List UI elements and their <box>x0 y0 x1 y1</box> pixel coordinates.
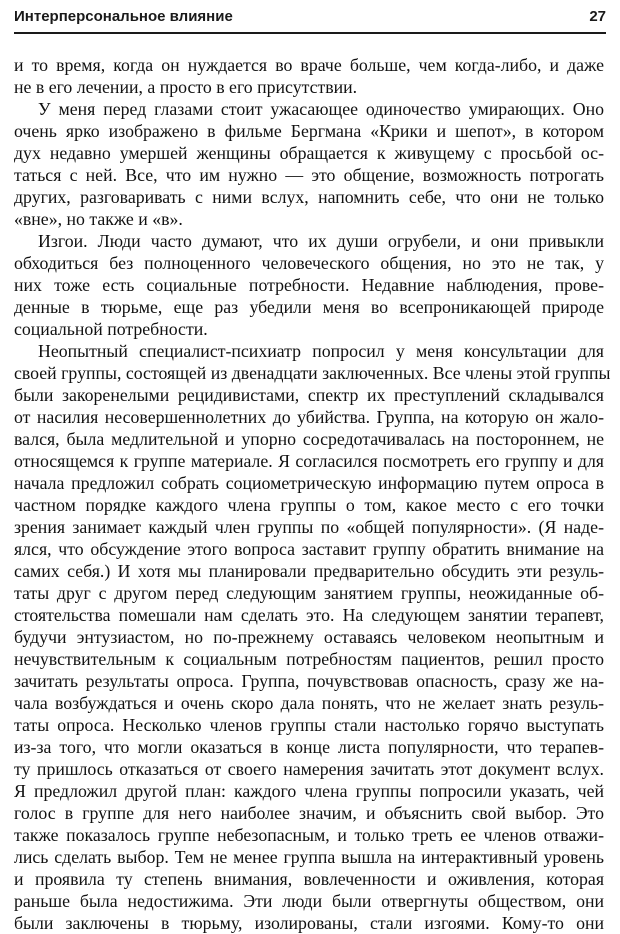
text-line: зачитать результаты опроса. Группа, почувствовав опасность, сразу же на- <box>14 671 604 691</box>
text-line: них тоже есть социальные потребности. Недавние наблюдения, прове- <box>14 275 604 295</box>
text-line: от насилия несовершеннолетних до убийства. Группа, на которую он жало- <box>14 407 604 427</box>
text-line: обходиться без полноценного человеческого общения, но это не так, у <box>14 253 604 273</box>
running-header <box>14 6 606 34</box>
paragraph <box>14 54 604 98</box>
text-line: частном порядке каждого члена группы о том, какое место с его точки <box>14 495 604 515</box>
text-line: раньше была недостижима. Эти люди были отвергнуты обществом, они <box>14 891 604 911</box>
text-line: не в его лечении, а просто в его присутствии. <box>14 77 358 97</box>
paragraph <box>14 98 604 230</box>
text-line: стоятельства помешали нам сделать это. На следующем занятии терапевт, <box>14 605 604 625</box>
text-line: денные в тюрьме, еще раз убедили меня во всепроникающей природе <box>14 297 604 317</box>
text-line: Изгои. Люди часто думают, что их души огрубели, и они привыкли <box>38 231 604 251</box>
text-line: ялся, что обсуждение этого вопроса заставит группу обратить внимание на <box>14 539 604 559</box>
text-line: дух недавно умершей женщины обращается к живущему с просьбой ос- <box>14 143 604 163</box>
text-line: чала возбуждаться и очень скоро дала понять, что не желает знать резуль- <box>14 693 604 713</box>
text-line: других, разговаривать с ними вслух, напомнить себе, что они не только <box>14 187 604 207</box>
text-line: голос в группе для него наиболее значим, и объяснить свой выбор. Это <box>14 803 604 823</box>
text-line: социальной потребности. <box>14 319 208 339</box>
body-text <box>14 54 611 934</box>
text-line: ту пришлось отказаться от своего намерения зачитать этот документ вслух. <box>14 759 604 779</box>
text-line: самих себя.) И хотя мы планировали предварительно обсудить эти резуль- <box>14 561 604 581</box>
text-line: были заключены в тюрьму, изолированы, стали изгоями. Кому-то они <box>14 913 604 933</box>
text-line: будучи энтузиастом, но по-прежнему оставаясь человеком неопытным и <box>14 627 604 647</box>
text-line: вался, была медлительной и упорно сосредотачивалась на постороннем, не <box>14 429 604 449</box>
text-line: таты друг с другом перед следующим занятием группы, неожиданные об- <box>14 583 604 603</box>
text-line: из-за того, что могли оказаться в конце листа популярности, что терапев- <box>14 737 604 757</box>
text-line: зрения занимает каждый член группы по «общей популярности». (Я наде- <box>14 517 604 537</box>
text-line: очень ярко изображено в фильме Бергмана «Крики и шепот», в котором <box>14 121 604 141</box>
text-line: были закоренелыми рецидивистами, спектр их преступлений складывался <box>14 385 604 405</box>
text-line: относящемся к группе материале. Я согласился посмотреть его группу и для <box>14 451 604 471</box>
text-line: также показалось группе небезопасным, и только треть ее членов отважи- <box>14 825 604 845</box>
text-line: и то время, когда он нуждается во враче больше, чем когда-либо, и даже <box>14 55 604 75</box>
text-line: нечувствительным к социальным потребностям пациентов, решил просто <box>14 649 604 669</box>
text-line: лись сделать выбор. Тем не менее группа вышла на интерактивный уровень <box>14 847 604 867</box>
page-number: 27 <box>589 8 606 25</box>
text-line: У меня перед глазами стоит ужасающее одиночество умирающих. Оно <box>38 99 604 119</box>
text-line: «вне», но также и «в». <box>14 209 183 229</box>
paragraph <box>14 230 604 340</box>
text-line: своей группы, состоящей из двенадцати заключенных. Все члены этой группы <box>14 363 611 383</box>
text-line: начала предложил собрать социометрическую информацию путем опроса в <box>14 473 604 493</box>
text-line: Неопытный специалист-психиатр попросил у меня консультации для <box>38 341 604 361</box>
text-line: Я предложил другой план: каждого члена группы попросили указать, чей <box>14 781 604 801</box>
text-line: таться с ней. Все, что им нужно — это общение, возможность потрогать <box>14 165 604 185</box>
text-line: и проявила ту степень внимания, вовлеченности и оживления, которая <box>14 869 604 889</box>
text-line: таты опроса. Несколько членов группы стали настолько горячо выступать <box>14 715 604 735</box>
paragraph <box>14 340 611 934</box>
running-title: Интерперсональное влияние <box>14 8 233 25</box>
